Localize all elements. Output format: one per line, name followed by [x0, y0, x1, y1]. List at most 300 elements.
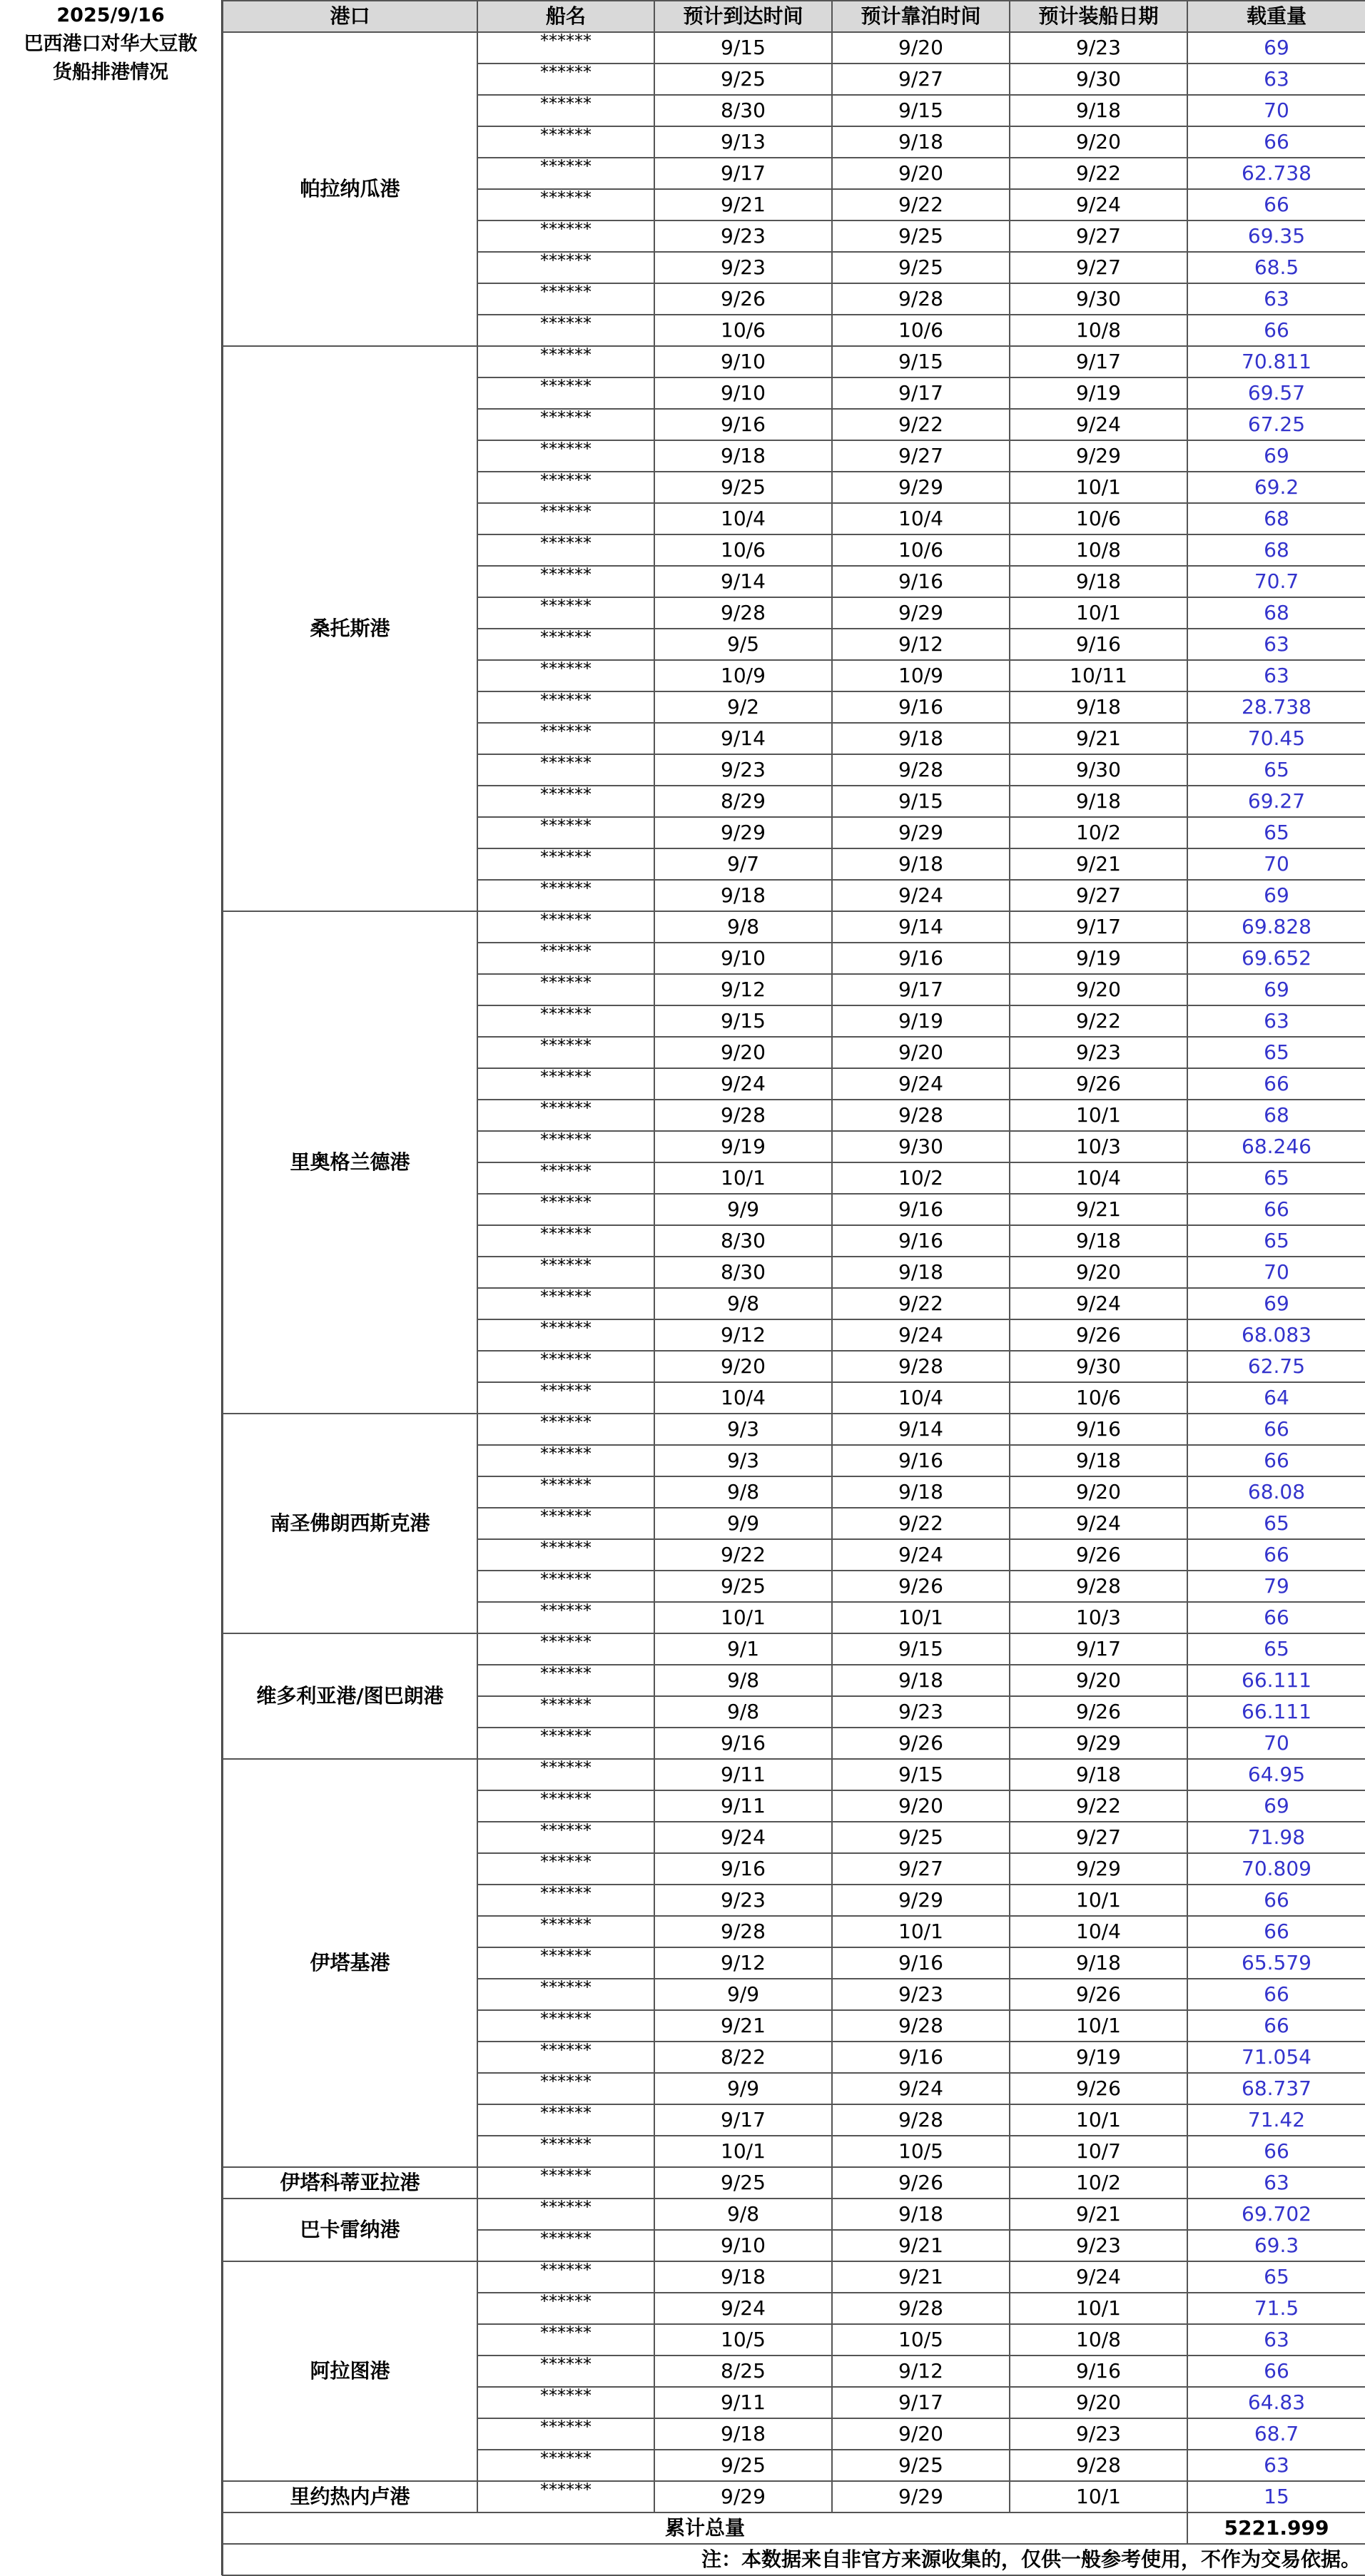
table-row	[223, 2167, 1365, 2199]
tonnage-cell: 65	[1187, 1633, 1365, 1665]
tonnage-cell: 68	[1187, 597, 1365, 629]
tonnage-cell: 69	[1187, 32, 1365, 64]
ship-name-cell: ******	[477, 64, 654, 95]
tonnage-cell: 15	[1187, 2481, 1365, 2512]
loading-date-cell: 9/17	[1010, 911, 1187, 943]
tonnage-cell: 66	[1187, 2010, 1365, 2042]
tonnage-cell: 62.75	[1187, 1351, 1365, 1382]
arrival-cell: 9/23	[654, 252, 832, 283]
tonnage-cell: 66	[1187, 126, 1365, 158]
arrival-cell: 9/22	[654, 1539, 832, 1571]
arrival-cell: 8/22	[654, 2042, 832, 2073]
berth-cell: 10/1	[832, 1916, 1010, 1947]
loading-date-cell: 10/2	[1010, 2167, 1187, 2199]
total-label: 累计总量	[223, 2512, 1187, 2544]
port-name-cell: 伊塔科蒂亚拉港	[223, 2167, 477, 2199]
arrival-cell: 9/19	[654, 1131, 832, 1162]
ship-name-cell: ******	[477, 1131, 654, 1162]
ship-name-cell: ******	[477, 2042, 654, 2073]
ship-name-cell: ******	[477, 1979, 654, 2010]
ship-name-cell: ******	[477, 754, 654, 786]
ship-name-cell: ******	[477, 2104, 654, 2136]
loading-date-cell: 9/16	[1010, 1414, 1187, 1445]
arrival-cell: 9/25	[654, 472, 832, 503]
berth-cell: 10/6	[832, 534, 1010, 566]
ship-name-cell: ******	[477, 2010, 654, 2042]
berth-cell: 9/28	[832, 1100, 1010, 1131]
arrival-cell: 9/10	[654, 943, 832, 974]
loading-date-cell: 9/20	[1010, 1476, 1187, 1508]
loading-date-cell: 10/6	[1010, 1382, 1187, 1414]
berth-cell: 9/26	[832, 2167, 1010, 2199]
ship-name-cell: ******	[477, 1822, 654, 1853]
berth-cell: 9/24	[832, 1068, 1010, 1100]
loading-date-cell: 9/16	[1010, 2356, 1187, 2387]
tonnage-cell: 68.246	[1187, 1131, 1365, 1162]
loading-date-cell: 9/29	[1010, 1853, 1187, 1885]
tonnage-cell: 66	[1187, 1414, 1365, 1445]
loading-date-cell: 10/1	[1010, 2481, 1187, 2512]
arrival-cell: 9/9	[654, 1194, 832, 1225]
arrival-cell: 9/12	[654, 974, 832, 1005]
ship-name-cell: ******	[477, 1288, 654, 1319]
loading-date-cell: 9/22	[1010, 1005, 1187, 1037]
arrival-cell: 9/15	[654, 32, 832, 64]
tonnage-cell: 64.95	[1187, 1759, 1365, 1790]
berth-cell: 9/29	[832, 2481, 1010, 2512]
arrival-cell: 9/20	[654, 1351, 832, 1382]
berth-cell: 9/16	[832, 1947, 1010, 1979]
arrival-cell: 9/25	[654, 2167, 832, 2199]
loading-date-cell: 10/1	[1010, 1100, 1187, 1131]
tonnage-cell: 66	[1187, 1916, 1365, 1947]
ship-name-cell: ******	[477, 786, 654, 817]
loading-date-cell: 9/24	[1010, 409, 1187, 440]
loading-date-cell: 9/18	[1010, 95, 1187, 126]
berth-cell: 10/1	[832, 1602, 1010, 1633]
berth-cell: 9/29	[832, 1885, 1010, 1916]
loading-date-cell: 9/30	[1010, 64, 1187, 95]
loading-date-cell: 9/19	[1010, 2042, 1187, 2073]
loading-date-cell: 9/27	[1010, 252, 1187, 283]
arrival-cell: 9/23	[654, 1885, 832, 1916]
arrival-cell: 9/24	[654, 2293, 832, 2324]
berth-cell: 9/20	[832, 1037, 1010, 1068]
berth-cell: 9/27	[832, 64, 1010, 95]
port-name-cell: 维多利亚港/图巴朗港	[223, 1633, 477, 1759]
berth-cell: 9/15	[832, 1633, 1010, 1665]
arrival-cell: 9/9	[654, 2073, 832, 2104]
berth-cell: 9/22	[832, 1508, 1010, 1539]
loading-date-cell: 10/4	[1010, 1916, 1187, 1947]
arrival-cell: 9/29	[654, 2481, 832, 2512]
tonnage-cell: 68	[1187, 534, 1365, 566]
ship-name-cell: ******	[477, 2356, 654, 2387]
tonnage-cell: 70.7	[1187, 566, 1365, 597]
ship-name-cell: ******	[477, 1037, 654, 1068]
ship-name-cell: ******	[477, 2450, 654, 2481]
loading-date-cell: 9/16	[1010, 629, 1187, 660]
loading-date-cell: 10/6	[1010, 503, 1187, 534]
ship-name-cell: ******	[477, 32, 654, 64]
arrival-cell: 8/30	[654, 95, 832, 126]
berth-cell: 9/17	[832, 2387, 1010, 2418]
header-port: 港口	[223, 1, 477, 32]
tonnage-cell: 70.811	[1187, 346, 1365, 377]
arrival-cell: 9/18	[654, 2261, 832, 2293]
ship-name-cell: ******	[477, 2136, 654, 2167]
ship-name-cell: ******	[477, 1885, 654, 1916]
arrival-cell: 9/25	[654, 64, 832, 95]
ship-name-cell: ******	[477, 1571, 654, 1602]
berth-cell: 9/22	[832, 409, 1010, 440]
arrival-cell: 10/6	[654, 534, 832, 566]
ship-name-cell: ******	[477, 2230, 654, 2261]
arrival-cell: 10/6	[654, 315, 832, 346]
arrival-cell: 9/18	[654, 880, 832, 911]
berth-cell: 9/16	[832, 1225, 1010, 1257]
ship-name-cell: ******	[477, 1539, 654, 1571]
ship-name-cell: ******	[477, 283, 654, 315]
tonnage-cell: 65.579	[1187, 1947, 1365, 1979]
berth-cell: 9/15	[832, 786, 1010, 817]
loading-date-cell: 9/29	[1010, 1728, 1187, 1759]
table-row	[223, 911, 1365, 943]
loading-date-cell: 9/26	[1010, 1979, 1187, 2010]
berth-cell: 9/27	[832, 1853, 1010, 1885]
header-tonnage: 载重量	[1187, 1, 1365, 32]
tonnage-cell: 69.3	[1187, 2230, 1365, 2261]
loading-date-cell: 10/3	[1010, 1602, 1187, 1633]
arrival-cell: 9/23	[654, 220, 832, 252]
tonnage-cell: 69.702	[1187, 2199, 1365, 2230]
berth-cell: 9/28	[832, 754, 1010, 786]
loading-date-cell: 9/20	[1010, 2387, 1187, 2418]
loading-date-cell: 9/18	[1010, 1445, 1187, 1476]
tonnage-cell: 66.111	[1187, 1665, 1365, 1696]
arrival-cell: 10/4	[654, 1382, 832, 1414]
berth-cell: 9/15	[832, 95, 1010, 126]
tonnage-cell: 70.809	[1187, 1853, 1365, 1885]
tonnage-cell: 69.35	[1187, 220, 1365, 252]
berth-cell: 10/2	[832, 1162, 1010, 1194]
berth-cell: 9/12	[832, 2356, 1010, 2387]
berth-cell: 9/21	[832, 2261, 1010, 2293]
tonnage-cell: 70	[1187, 1728, 1365, 1759]
tonnage-cell: 66	[1187, 315, 1365, 346]
loading-date-cell: 9/24	[1010, 2261, 1187, 2293]
berth-cell: 10/4	[832, 1382, 1010, 1414]
arrival-cell: 9/24	[654, 1068, 832, 1100]
report-title	[0, 0, 223, 2575]
tonnage-cell: 70	[1187, 95, 1365, 126]
ship-name-cell: ******	[477, 1853, 654, 1885]
loading-date-cell: 10/7	[1010, 2136, 1187, 2167]
loading-date-cell: 9/27	[1010, 880, 1187, 911]
tonnage-cell: 69	[1187, 1288, 1365, 1319]
loading-date-cell: 10/8	[1010, 315, 1187, 346]
ship-name-cell: ******	[477, 880, 654, 911]
arrival-cell: 9/10	[654, 377, 832, 409]
arrival-cell: 9/16	[654, 1728, 832, 1759]
ship-name-cell: ******	[477, 1476, 654, 1508]
tonnage-cell: 66	[1187, 1539, 1365, 1571]
ship-name-cell: ******	[477, 2481, 654, 2512]
arrival-cell: 9/16	[654, 409, 832, 440]
loading-date-cell: 9/26	[1010, 2073, 1187, 2104]
loading-date-cell: 9/18	[1010, 1947, 1187, 1979]
tonnage-cell: 69	[1187, 974, 1365, 1005]
ship-name-cell: ******	[477, 1508, 654, 1539]
loading-date-cell: 9/23	[1010, 1037, 1187, 1068]
loading-date-cell: 10/1	[1010, 1885, 1187, 1916]
ship-name-cell: ******	[477, 440, 654, 472]
loading-date-cell: 10/2	[1010, 817, 1187, 848]
berth-cell: 9/20	[832, 32, 1010, 64]
arrival-cell: 9/21	[654, 189, 832, 220]
ship-name-cell: ******	[477, 95, 654, 126]
berth-cell: 10/4	[832, 503, 1010, 534]
tonnage-cell: 63	[1187, 660, 1365, 691]
ship-name-cell: ******	[477, 848, 654, 880]
berth-cell: 10/9	[832, 660, 1010, 691]
ship-name-cell: ******	[477, 1162, 654, 1194]
tonnage-cell: 71.054	[1187, 2042, 1365, 2073]
port-name-cell: 巴卡雷纳港	[223, 2199, 477, 2261]
loading-date-cell: 9/26	[1010, 1319, 1187, 1351]
berth-cell: 9/16	[832, 566, 1010, 597]
port-name-cell: 南圣佛朗西斯克港	[223, 1414, 477, 1633]
loading-date-cell: 9/18	[1010, 691, 1187, 723]
arrival-cell: 9/17	[654, 158, 832, 189]
arrival-cell: 9/28	[654, 1100, 832, 1131]
tonnage-cell: 68.08	[1187, 1476, 1365, 1508]
tonnage-cell: 62.738	[1187, 158, 1365, 189]
loading-date-cell: 9/23	[1010, 2230, 1187, 2261]
berth-cell: 9/14	[832, 1414, 1010, 1445]
ship-name-cell: ******	[477, 220, 654, 252]
header-loading: 预计装船日期	[1010, 1, 1187, 32]
berth-cell: 9/18	[832, 2199, 1010, 2230]
tonnage-cell: 71.98	[1187, 1822, 1365, 1853]
port-name-cell: 桑托斯港	[223, 346, 477, 911]
berth-cell: 9/24	[832, 1539, 1010, 1571]
berth-cell: 9/24	[832, 880, 1010, 911]
arrival-cell: 9/25	[654, 2450, 832, 2481]
loading-date-cell: 9/28	[1010, 2450, 1187, 2481]
arrival-cell: 9/23	[654, 754, 832, 786]
ship-name-cell: ******	[477, 1194, 654, 1225]
loading-date-cell: 9/24	[1010, 1288, 1187, 1319]
table-row	[223, 2481, 1365, 2512]
loading-date-cell: 9/30	[1010, 1351, 1187, 1382]
tonnage-cell: 65	[1187, 1162, 1365, 1194]
port-name-cell: 里约热内卢港	[223, 2481, 477, 2512]
tonnage-cell: 63	[1187, 283, 1365, 315]
tonnage-cell: 68.5	[1187, 252, 1365, 283]
loading-date-cell: 9/17	[1010, 346, 1187, 377]
ship-name-cell: ******	[477, 597, 654, 629]
arrival-cell: 9/21	[654, 2010, 832, 2042]
loading-date-cell: 9/22	[1010, 158, 1187, 189]
loading-date-cell: 10/1	[1010, 2293, 1187, 2324]
tonnage-cell: 64	[1187, 1382, 1365, 1414]
berth-cell: 9/18	[832, 1476, 1010, 1508]
ship-name-cell: ******	[477, 472, 654, 503]
loading-date-cell: 9/20	[1010, 126, 1187, 158]
berth-cell: 9/17	[832, 974, 1010, 1005]
berth-cell: 9/19	[832, 1005, 1010, 1037]
loading-date-cell: 10/3	[1010, 1131, 1187, 1162]
ship-name-cell: ******	[477, 1005, 654, 1037]
arrival-cell: 9/29	[654, 817, 832, 848]
ship-name-cell: ******	[477, 503, 654, 534]
ship-name-cell: ******	[477, 566, 654, 597]
ship-name-cell: ******	[477, 189, 654, 220]
loading-date-cell: 9/19	[1010, 377, 1187, 409]
arrival-cell: 10/9	[654, 660, 832, 691]
tonnage-cell: 69.652	[1187, 943, 1365, 974]
arrival-cell: 9/16	[654, 1853, 832, 1885]
arrival-cell: 9/28	[654, 597, 832, 629]
loading-date-cell: 10/8	[1010, 534, 1187, 566]
arrival-cell: 9/26	[654, 283, 832, 315]
loading-date-cell: 10/8	[1010, 2324, 1187, 2356]
berth-cell: 9/23	[832, 1696, 1010, 1728]
header-arrival: 预计到达时间	[654, 1, 832, 32]
tonnage-cell: 65	[1187, 817, 1365, 848]
arrival-cell: 9/8	[654, 1665, 832, 1696]
loading-date-cell: 9/30	[1010, 754, 1187, 786]
tonnage-cell: 63	[1187, 2324, 1365, 2356]
loading-date-cell: 9/17	[1010, 1633, 1187, 1665]
loading-date-cell: 10/1	[1010, 2010, 1187, 2042]
ship-name-cell: ******	[477, 1665, 654, 1696]
tonnage-cell: 65	[1187, 754, 1365, 786]
ship-name-cell: ******	[477, 2387, 654, 2418]
berth-cell: 9/28	[832, 2293, 1010, 2324]
ship-name-cell: ******	[477, 377, 654, 409]
arrival-cell: 9/9	[654, 1508, 832, 1539]
arrival-cell: 9/11	[654, 1759, 832, 1790]
loading-date-cell: 9/26	[1010, 1068, 1187, 1100]
loading-date-cell: 9/26	[1010, 1696, 1187, 1728]
arrival-cell: 9/8	[654, 911, 832, 943]
loading-date-cell: 9/24	[1010, 1508, 1187, 1539]
loading-date-cell: 9/18	[1010, 1225, 1187, 1257]
arrival-cell: 10/1	[654, 2136, 832, 2167]
loading-date-cell: 10/4	[1010, 1162, 1187, 1194]
ship-name-cell: ******	[477, 409, 654, 440]
arrival-cell: 9/11	[654, 2387, 832, 2418]
report-date: 2025/9/16	[56, 4, 165, 26]
table-row	[223, 2261, 1365, 2293]
ship-name-cell: ******	[477, 252, 654, 283]
tonnage-cell: 69.2	[1187, 472, 1365, 503]
tonnage-cell: 69	[1187, 440, 1365, 472]
arrival-cell: 9/3	[654, 1414, 832, 1445]
ship-name-cell: ******	[477, 1696, 654, 1728]
loading-date-cell: 9/20	[1010, 1665, 1187, 1696]
arrival-cell: 9/14	[654, 566, 832, 597]
loading-date-cell: 10/1	[1010, 472, 1187, 503]
tonnage-cell: 69.828	[1187, 911, 1365, 943]
berth-cell: 9/15	[832, 1759, 1010, 1790]
ship-name-cell: ******	[477, 817, 654, 848]
total-row	[223, 2512, 1365, 2544]
loading-date-cell: 9/21	[1010, 1194, 1187, 1225]
tonnage-cell: 66	[1187, 1602, 1365, 1633]
ship-name-cell: ******	[477, 1445, 654, 1476]
loading-date-cell: 10/1	[1010, 597, 1187, 629]
berth-cell: 9/12	[832, 629, 1010, 660]
arrival-cell: 10/4	[654, 503, 832, 534]
ship-name-cell: ******	[477, 315, 654, 346]
ship-name-cell: ******	[477, 943, 654, 974]
tonnage-cell: 63	[1187, 2167, 1365, 2199]
report-title-line2: 货船排港情况	[53, 61, 168, 83]
berth-cell: 9/16	[832, 1445, 1010, 1476]
tonnage-cell: 65	[1187, 1508, 1365, 1539]
tonnage-cell: 68.737	[1187, 2073, 1365, 2104]
arrival-cell: 9/17	[654, 2104, 832, 2136]
tonnage-cell: 63	[1187, 629, 1365, 660]
arrival-cell: 9/24	[654, 1822, 832, 1853]
ship-name-cell: ******	[477, 2324, 654, 2356]
berth-cell: 9/29	[832, 817, 1010, 848]
tonnage-cell: 68.7	[1187, 2418, 1365, 2450]
ship-name-cell: ******	[477, 1319, 654, 1351]
berth-cell: 9/24	[832, 1319, 1010, 1351]
loading-date-cell: 9/28	[1010, 1571, 1187, 1602]
tonnage-cell: 65	[1187, 1037, 1365, 1068]
ship-name-cell: ******	[477, 1414, 654, 1445]
schedule-table	[222, 0, 1365, 2576]
port-name-cell: 伊塔基港	[223, 1759, 477, 2167]
berth-cell: 9/24	[832, 2073, 1010, 2104]
ship-name-cell: ******	[477, 1759, 654, 1790]
berth-cell: 9/25	[832, 2450, 1010, 2481]
ship-name-cell: ******	[477, 2073, 654, 2104]
table-row	[223, 1759, 1365, 1790]
ship-name-cell: ******	[477, 1790, 654, 1822]
loading-date-cell: 9/26	[1010, 1539, 1187, 1571]
ship-name-cell: ******	[477, 911, 654, 943]
tonnage-cell: 68.083	[1187, 1319, 1365, 1351]
ship-name-cell: ******	[477, 2261, 654, 2293]
arrival-cell: 8/30	[654, 1257, 832, 1288]
tonnage-cell: 70	[1187, 848, 1365, 880]
loading-date-cell: 9/19	[1010, 943, 1187, 974]
tonnage-cell: 68	[1187, 1100, 1365, 1131]
tonnage-cell: 66	[1187, 1885, 1365, 1916]
berth-cell: 9/26	[832, 1571, 1010, 1602]
tonnage-cell: 28.738	[1187, 691, 1365, 723]
total-value: 5221.999	[1187, 2512, 1365, 2544]
table-row	[223, 32, 1365, 64]
ship-name-cell: ******	[477, 1728, 654, 1759]
ship-name-cell: ******	[477, 2199, 654, 2230]
tonnage-cell: 66	[1187, 2356, 1365, 2387]
tonnage-cell: 66	[1187, 1194, 1365, 1225]
arrival-cell: 9/8	[654, 1476, 832, 1508]
tonnage-cell: 63	[1187, 64, 1365, 95]
table-row	[223, 1414, 1365, 1445]
berth-cell: 9/26	[832, 1728, 1010, 1759]
report-title-line1: 巴西港口对华大豆散	[24, 33, 198, 55]
tonnage-cell: 66.111	[1187, 1696, 1365, 1728]
ship-name-cell: ******	[477, 691, 654, 723]
